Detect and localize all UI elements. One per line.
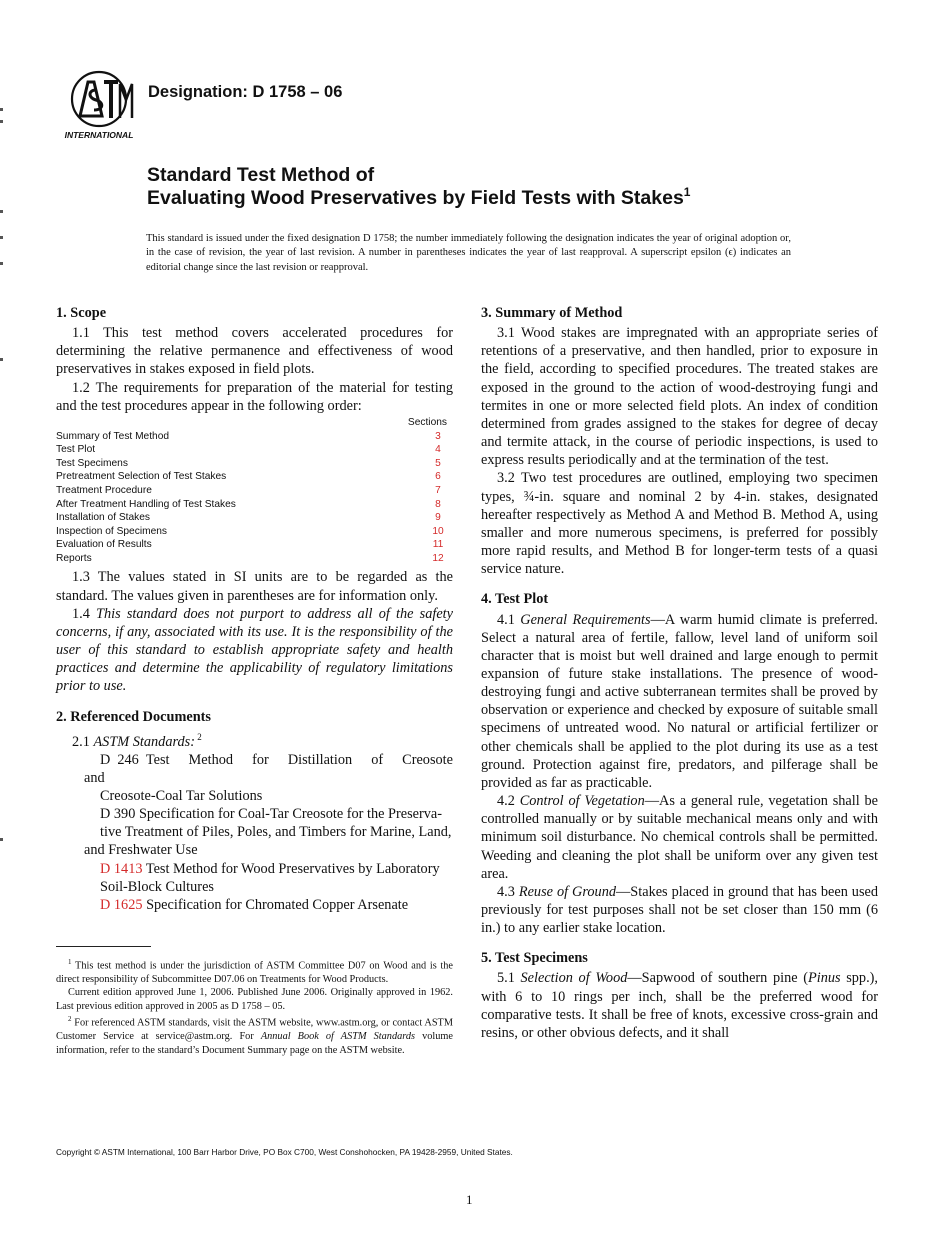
- toc-section-link[interactable]: 8: [435, 498, 441, 510]
- paragraph-1-4: 1.4 This standard does not purport to address all of the safety concerns, if any, associated with its use. It is the responsibility of the user of this standard to establish appropriate safety and health practices and determine the applicability of regulatory limitations prior to use.: [56, 605, 453, 695]
- toc-section-link[interactable]: 7: [435, 484, 441, 496]
- footnote-1: $^1$ This test method is under the jurisdiction of ASTM Committee D07 on Wood and is the direct responsibility of Subcommittee D07.06 on Treatments for Wood Products.: [56, 958, 454, 985]
- title-footnote-mark[interactable]: 1: [683, 185, 691, 199]
- right-column: [481, 302, 878, 1042]
- toc-row: Pretreatment Selection of Test Stakes 6: [56, 470, 453, 484]
- paragraph-4-3: 4.3 Reuse of Ground—Stakes placed in ground that has been used previously for test purposes shall not be set closer than 150 mm (6 in.) to any earlier stake location.: [481, 883, 879, 937]
- paragraph-1-1: 1.1 This test method covers accelerated procedures for determining the relative permanence and effectiveness of wood preservatives in stakes exposed in field plots.: [56, 325, 453, 378]
- margin-mark: [0, 210, 3, 213]
- toc-row: Treatment Procedure 7: [56, 484, 453, 498]
- sections-header: Sections: [407, 416, 447, 428]
- toc-row: Summary of Test Method 3: [56, 430, 453, 444]
- toc-section-link[interactable]: 3: [435, 430, 441, 442]
- designation: Designation: D 1758 – 06: [148, 83, 343, 101]
- toc-row: Inspection of Specimens 10: [56, 525, 453, 539]
- toc-section-link[interactable]: 12: [432, 552, 444, 564]
- footnote-divider: [56, 946, 151, 947]
- margin-mark: [0, 838, 3, 841]
- toc-row: Test Specimens 5: [56, 457, 453, 471]
- reference-item: D 390 Specification for Coal-Tar Creosote for the Preserva-: [100, 806, 443, 823]
- paragraph-3-1: 3.1 Wood stakes are impregnated with an appropriate series of retentions of a preservative, and then handled, prior to exposure in the field, according to specified procedures. The treated stakes are exposed in the ground to the action of wood-destroying fungi and termites in one or more selected field plots. An index of condition determined from grades assigned to the stakes for degree of decay and termite attack, in the course of periodic inspections, is used to express results periodically and at the termination of the test.: [481, 325, 878, 469]
- toc-section-link[interactable]: 10: [432, 525, 444, 537]
- title-line-1: Standard Test Method of: [147, 164, 375, 186]
- toc-row: After Treatment Handling of Test Stakes 8: [56, 498, 453, 512]
- sections-table: [56, 416, 453, 566]
- toc-section-link[interactable]: 4: [435, 444, 441, 456]
- section-heading-referenced-documents: 2. Referenced Documents: [56, 708, 211, 725]
- reference-continuation: Soil-Block Cultures: [100, 878, 214, 895]
- reference-link[interactable]: D 1625: [100, 896, 143, 913]
- margin-mark: [0, 262, 3, 265]
- toc-row: Evaluation of Results 11: [56, 538, 453, 552]
- toc-section-link[interactable]: 11: [432, 539, 444, 551]
- astm-logo: [58, 68, 140, 142]
- toc-row: Reports 12: [56, 552, 453, 566]
- footnote-2-mark[interactable]: 2: [195, 731, 202, 742]
- margin-mark: [0, 236, 3, 239]
- page-title: [147, 164, 690, 210]
- reference-continuation: tive Treatment of Piles, Poles, and Timbers for Marine, Land, and Freshwater Use: [84, 824, 452, 859]
- title-line-2: Evaluating Wood Preservatives by Field Tests with Stakes$^1$: [147, 185, 691, 209]
- footnote-2: $^2$ For referenced ASTM standards, visit the ASTM website, www.astm.org, or contact ASTM Customer Service at service@astm.org. For Annual Book of ASTM Standards volume information, refer to the standard’s Document Summary page on the ASTM website.: [56, 1015, 453, 1056]
- issued-note: This standard is issued under the fixed designation D 1758; the number immediately following the designation indicates the year of original adoption or, in the case of revision, the year of last revision. A number in parentheses indicates the year of last reapproval. A superscript epsilon (ϵ) indicates an editorial change since the last revision or reapproval.: [146, 233, 791, 273]
- reference-link[interactable]: D 1413: [100, 860, 143, 877]
- copyright-notice: Copyright © ASTM International, 100 Barr Harbor Drive, PO Box C700, West Conshohocken, PA 19428-2959, United States.: [56, 1147, 513, 1157]
- reference-code: D 246: [100, 751, 139, 768]
- reference-item: D 1625 Specification for Chromated Copper Arsenate: [100, 896, 409, 913]
- reference-continuation: Creosote-Coal Tar Solutions: [100, 787, 263, 804]
- reference-item: D 246 Test Method for Distillation of Creosote and: [84, 751, 453, 786]
- toc-section-link[interactable]: 9: [435, 512, 441, 524]
- paragraph-4-1: 4.1 General Requirements—A warm humid climate is preferred. Select a natural area of fertile, fallow, level land of uniform soil character that is moist but well drained and large enough to permit expansion of future stake installations. The presence of wood-destroying fungi and active subterranean termites shall be proved by observation or experience and checked by exposure of suitable small specimens of untreated wood. No natural or artificial fertilizer or other chemicals shall be applied to the plot during its use as a test ground. Protection against fire, predators, and pilferage shall be provided as far as practicable.: [481, 611, 879, 791]
- section-heading-summary: 3. Summary of Method: [481, 305, 623, 321]
- paragraph-3-2: 3.2 Two test procedures are outlined, employing two specimen types, ¾-in. square and nominal 2 by 4-in. stakes, designated hereafter respectively as Method A and Method B. Method A, using smaller and more numerous specimens, is preferred for possibly more rapid results, and Method B for longer-term tests of a quasi service nature.: [481, 470, 878, 578]
- page-number: 1: [466, 1192, 473, 1207]
- paragraph-4-2: 4.2 Control of Vegetation—As a general rule, vegetation shall be controlled manually or by suitable mechanical means only and with minimum soil disturbance. No chemical controls shall be permitted. Weeding and cleaning the plot shall be uniform over any given test area.: [481, 793, 879, 882]
- paragraph-2-1: 2.1 ASTM Standards: $^2$: [72, 731, 202, 750]
- paragraph-1-2: 1.2 The requirements for preparation of the material for testing and the test procedures appear in the following order:: [56, 379, 453, 414]
- toc-row: Test Plot 4: [56, 443, 453, 457]
- reference-code: D 390: [100, 806, 136, 823]
- section-heading-test-specimens: 5. Test Specimens: [481, 950, 588, 967]
- toc-row: Installation of Stakes 9: [56, 511, 453, 525]
- left-column: [56, 302, 453, 914]
- toc-section-link[interactable]: 6: [435, 471, 441, 483]
- paragraph-1-3: 1.3 The values stated in SI units are to be regarded as the standard. The values given in parentheses are for information only.: [56, 569, 453, 604]
- section-heading-test-plot: 4. Test Plot: [481, 591, 549, 608]
- margin-mark: [0, 120, 3, 123]
- reference-item: D 1413 Test Method for Wood Preservatives by Laboratory: [100, 860, 440, 877]
- margin-mark: [0, 108, 3, 111]
- footnote-1-edition: Current edition approved June 1, 2006. Published June 2006. Originally approved in 1962. Last previous edition approved in 2005 as D 1758 – 05.: [56, 987, 453, 1012]
- toc-section-link[interactable]: 5: [435, 457, 441, 469]
- margin-mark: [0, 358, 3, 361]
- footnotes: [56, 956, 453, 1057]
- paragraph-5-1: 5.1 Selection of Wood—Sapwood of southern pine (Pinus spp.), with 6 to 10 rings per inch, shall be the preferred wood for comparative tests. It shall be free of knots, excessive cross-grain and resins, or other obvious defects, and it shall: [481, 970, 878, 1041]
- logo-subtext: INTERNATIONAL: [64, 130, 134, 140]
- section-heading-scope: 1. Scope: [56, 305, 107, 321]
